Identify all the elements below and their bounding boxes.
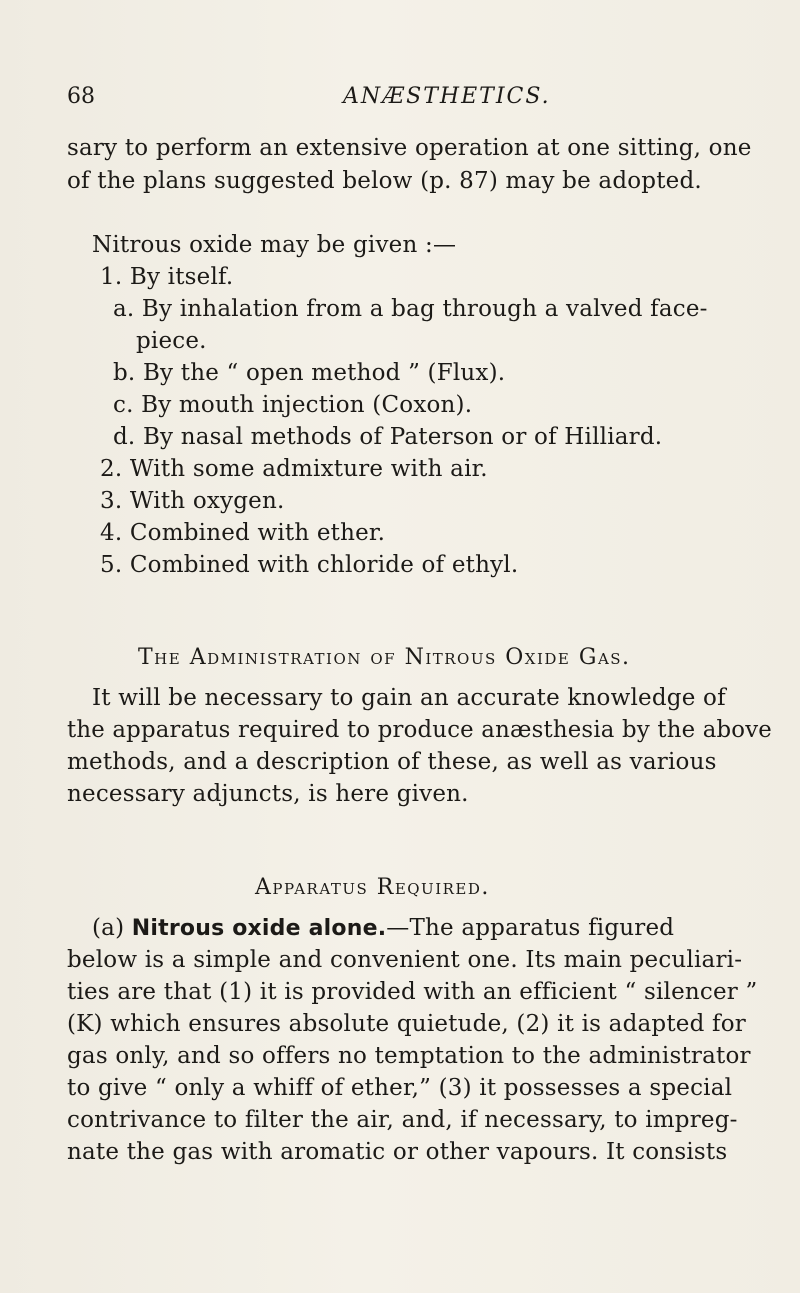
paragraph-line: methods, and a description of these, as well as various <box>67 749 717 775</box>
page-number: 68 <box>67 84 95 109</box>
list-item: 2. With some admixture with air. <box>100 456 488 482</box>
section-heading: Apparatus Required. <box>255 875 490 900</box>
list-item: 1. By itself. <box>100 264 234 290</box>
methods-heading: Nitrous oxide may be given :— <box>92 232 457 258</box>
list-item: c. By mouth injection (Coxon). <box>113 392 473 418</box>
list-item: piece. <box>136 328 207 354</box>
paragraph-line: contrivance to filter the air, and, if necessary, to impreg- <box>67 1107 738 1133</box>
section-heading: The Administration of Nitrous Oxide Gas. <box>138 645 631 670</box>
lead-text: —The apparatus figured <box>386 915 675 941</box>
paragraph-line: ties are that (1) it is provided with an efficient “ silencer ” <box>67 979 758 1005</box>
list-item: d. By nasal methods of Paterson or of Hilliard. <box>113 424 663 450</box>
paragraph-line: necessary adjuncts, is here given. <box>67 781 469 807</box>
paragraph-line: below is a simple and convenient one. Its main peculiari- <box>67 947 743 973</box>
paragraph-line: nate the gas with aromatic or other vapours. It consists <box>67 1139 728 1165</box>
list-item: 5. Combined with chloride of ethyl. <box>100 552 519 578</box>
paragraph-line: It will be necessary to gain an accurate knowledge of <box>92 685 726 711</box>
intro-line: sary to perform an extensive operation at one sitting, one <box>67 135 752 161</box>
intro-line: of the plans suggested below (p. 87) may be adopted. <box>67 168 702 194</box>
list-item: 3. With oxygen. <box>100 488 285 514</box>
paragraph-lead <box>92 913 674 944</box>
paragraph-line: to give “ only a whiff of ether,” (3) it possesses a special <box>67 1075 733 1101</box>
item-label: (a) <box>92 915 125 941</box>
paragraph-line: gas only, and so offers no temptation to the administrator <box>67 1043 751 1069</box>
list-item: a. By inhalation from a bag through a valved face- <box>113 296 708 322</box>
running-head <box>67 84 767 114</box>
paragraph-line: the apparatus required to produce anæsthesia by the above <box>67 717 773 743</box>
bold-run-in-heading: Nitrous oxide alone. <box>131 916 387 941</box>
list-item: 4. Combined with ether. <box>100 520 386 546</box>
running-title: ANÆSTHETICS. <box>343 84 551 109</box>
list-item: b. By the “ open method ” (Flux). <box>113 360 506 386</box>
paragraph-line: (K) which ensures absolute quietude, (2) it is adapted for <box>67 1011 746 1037</box>
